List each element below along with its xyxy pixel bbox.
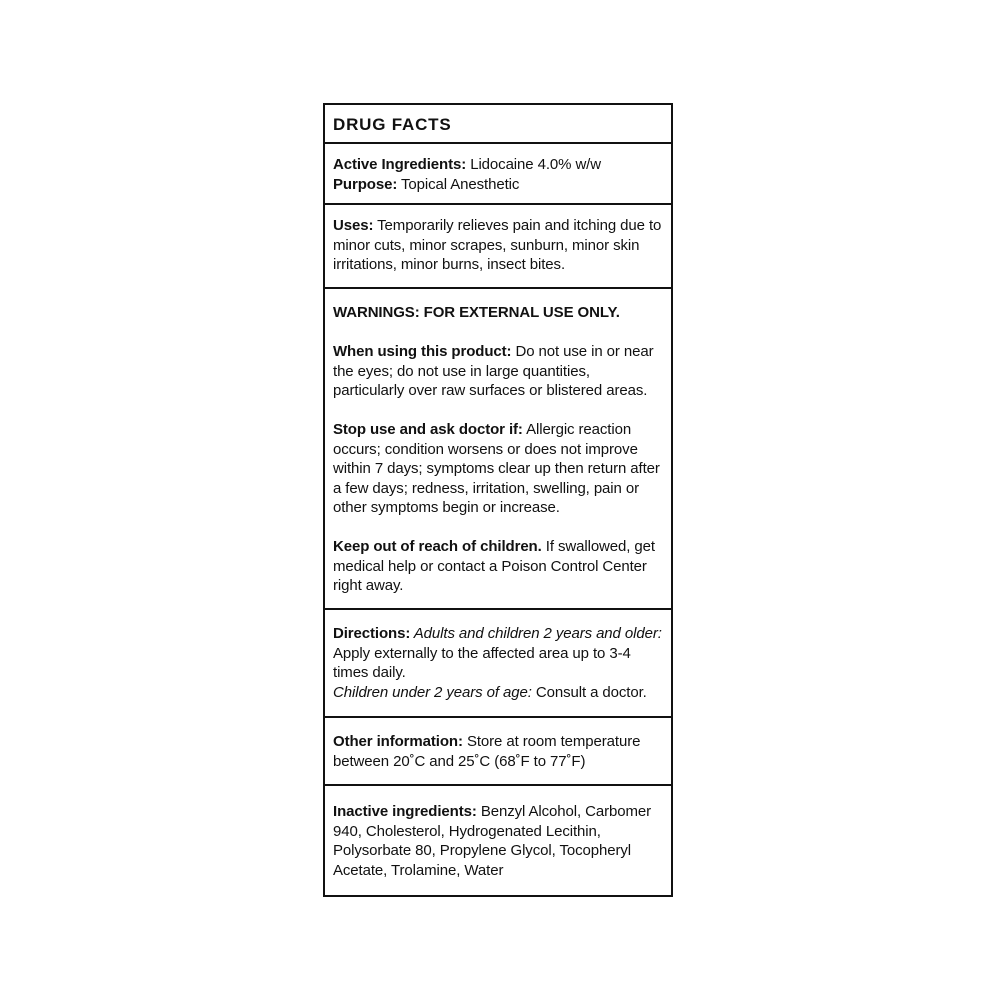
when-using-text — [333, 342, 663, 401]
directions-adults-value: Apply externally to the affected area up to 3-4 times daily. — [333, 644, 631, 681]
active-ingredients-value: Lidocaine 4.0% w/w — [466, 156, 601, 173]
directions-adults-label: Adults and children 2 years and older: — [410, 625, 662, 642]
inactive-ingredients-section — [325, 802, 671, 880]
divider — [325, 716, 671, 718]
purpose-line — [333, 175, 663, 195]
directions-section — [325, 624, 671, 702]
when-using-label: When using this product: — [333, 343, 512, 360]
keep-out-label: Keep out of reach of children. — [333, 538, 542, 555]
directions-children-label: Children under 2 years of age: — [333, 683, 532, 701]
divider — [325, 142, 671, 144]
active-ingredients-label: Active Ingredients: — [333, 156, 467, 173]
keep-out-value: If swallowed, get medical help or contact a Poison Control Center right away. — [333, 538, 655, 594]
directions-label: Directions: — [333, 625, 411, 642]
keep-out-text — [333, 537, 663, 596]
uses-label: Uses: — [333, 217, 374, 234]
stop-use-label: Stop use and ask doctor if: — [333, 421, 523, 438]
other-information-value: Store at room temperature between 20˚C and 25˚C (68˚F to 77˚F) — [333, 733, 641, 770]
stop-use-text — [333, 420, 663, 518]
active-ingredients-line — [333, 155, 663, 175]
inactive-ingredients-text — [333, 802, 663, 880]
uses-section — [325, 216, 671, 275]
other-information-text — [333, 732, 663, 771]
purpose-label: Purpose: — [333, 175, 398, 193]
when-using-block — [325, 342, 671, 401]
stop-use-block — [325, 420, 671, 518]
warnings-section — [325, 303, 671, 323]
other-information-label: Other information: — [333, 733, 463, 750]
inactive-ingredients-value: Benzyl Alcohol, Carbomer 940, Cholesterol, Hydrogenated Lecithin, Polysorbate 80, Propylene Glycol, Tocopheryl Acetate, Trolamine, Water — [333, 803, 652, 879]
other-information-section — [325, 732, 671, 771]
drug-facts-title-text: DRUG FACTS — [333, 115, 452, 134]
purpose-value: Topical Anesthetic — [397, 175, 520, 193]
inactive-ingredients-label: Inactive ingredients: — [333, 803, 477, 820]
directions-children-value: Consult a doctor. — [531, 683, 647, 701]
when-using-value: Do not use in or near the eyes; do not use in large quantities, particularly over raw surfaces or blistered areas. — [333, 343, 654, 399]
warnings-heading: WARNINGS: FOR EXTERNAL USE ONLY. — [333, 304, 620, 321]
drug-facts-label — [323, 103, 673, 897]
divider — [325, 784, 671, 786]
keep-out-block — [325, 537, 671, 596]
active-ingredients-section — [325, 155, 671, 194]
uses-text — [333, 216, 663, 275]
uses-value: Temporarily relieves pain and itching due to minor cuts, minor scrapes, sunburn, minor skin irritations, minor burns, insect bites. — [333, 217, 662, 273]
divider — [325, 203, 671, 205]
directions-children-text — [333, 683, 663, 703]
stop-use-value: Allergic reaction occurs; condition worsens or does not improve within 7 days; symptoms clear up then return after a few days; redness, irritation, swelling, pain or other symptoms begin or increase. — [333, 421, 660, 516]
directions-adults-text — [333, 624, 663, 683]
drug-facts-title — [325, 115, 671, 135]
divider — [325, 608, 671, 610]
divider — [325, 287, 671, 289]
